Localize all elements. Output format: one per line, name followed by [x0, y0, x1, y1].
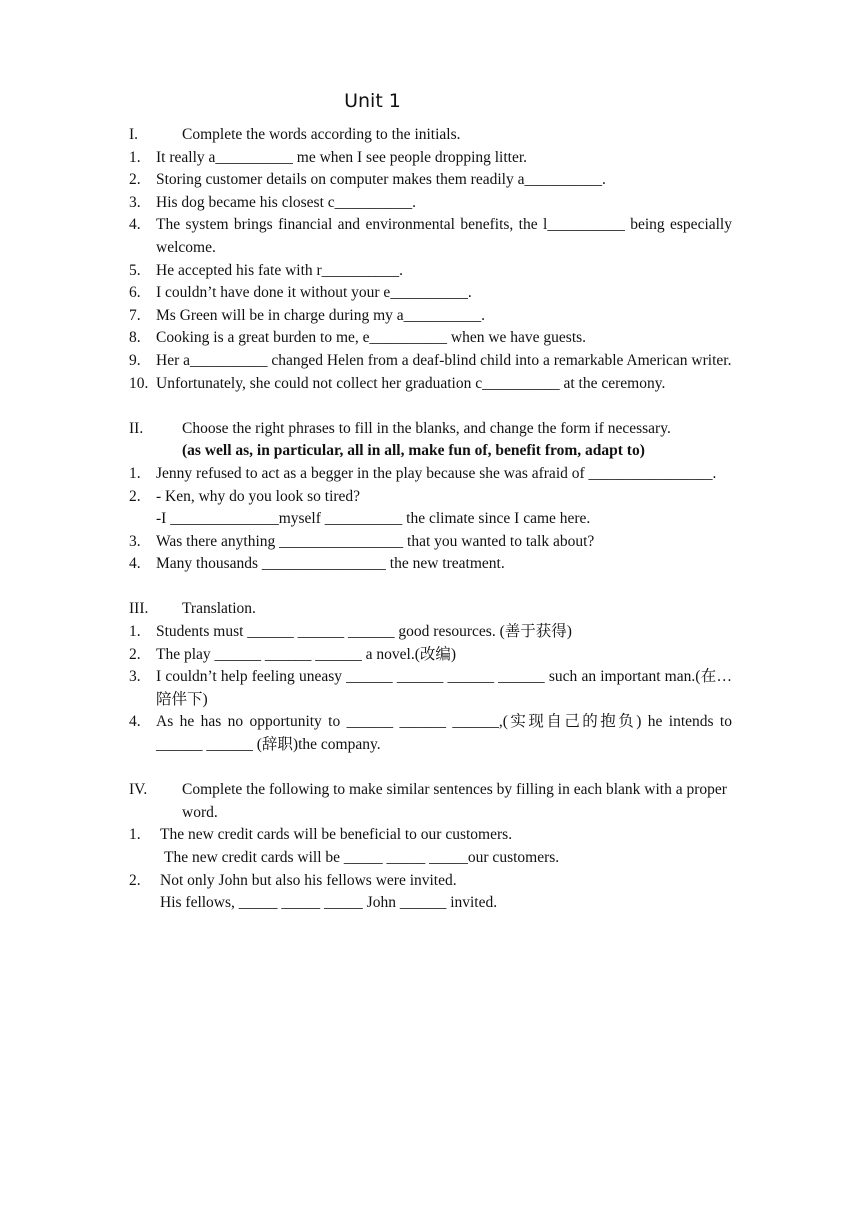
item-number: 7. — [129, 306, 141, 324]
phrase-bank — [129, 440, 732, 463]
phrase-bank-text: (as well as, in particular, all in all, make fun of, benefit from, adapt to) — [182, 442, 645, 460]
item-text: Was there anything ________________ that you wanted to talk about? — [156, 532, 595, 550]
list-item — [129, 373, 732, 396]
item-number: 10. — [129, 374, 149, 392]
list-item-rewrite: His fellows, _____ _____ _____ John ______ invited. — [160, 894, 498, 912]
spacer — [129, 395, 732, 418]
item-text: Students must ______ ______ ______ good resources. (善于获得) — [156, 623, 572, 641]
list-item — [129, 666, 732, 711]
section-number: IV. — [129, 781, 148, 799]
list-item — [129, 350, 732, 373]
item-number: 1. — [129, 464, 141, 482]
item-text: -I ______________myself __________ the climate since I came here. — [156, 510, 591, 528]
item-text: Unfortunately, she could not collect her graduation c__________ at the ceremony. — [156, 374, 666, 392]
list-item — [129, 463, 732, 486]
list-item — [129, 508, 732, 531]
item-number: 2. — [129, 171, 141, 189]
spacer — [129, 576, 732, 599]
section-instruction: Complete the words according to the initials. — [182, 126, 461, 143]
worksheet-content — [129, 124, 732, 915]
section-3-heading — [129, 598, 732, 621]
item-text: - Ken, why do you look so tired? — [156, 487, 361, 505]
section-instruction: Choose the right phrases to fill in the blanks, and change the form if necessary. — [182, 419, 671, 437]
list-item — [129, 192, 732, 215]
item-number: 1. — [129, 623, 141, 641]
section-4-heading — [129, 779, 732, 824]
item-text: I couldn’t have done it without your e__________. — [156, 284, 472, 302]
list-item — [129, 621, 732, 644]
item-text: As he has no opportunity to ______ ______ ______,(实现自己的抱负) he intends to ______ ______ (辞职)the company. — [156, 713, 732, 754]
item-number: 1. — [129, 826, 141, 844]
item-number: 3. — [129, 532, 141, 550]
list-item — [129, 553, 732, 576]
list-item — [129, 169, 732, 192]
item-text: Cooking is a great burden to me, e__________ when we have guests. — [156, 329, 587, 347]
item-number: 2. — [129, 871, 141, 889]
item-number: 3. — [129, 668, 141, 686]
item-text: He accepted his fate with r__________. — [156, 261, 404, 279]
item-text: Ms Green will be in charge during my a__________. — [156, 306, 486, 324]
list-item — [129, 327, 732, 350]
item-text: I couldn’t help feeling uneasy ______ ______ ______ ______ such an important man.(在…陪伴下) — [156, 668, 732, 708]
list-item-rewrite: The new credit cards will be _____ _____ _____our customers. — [164, 849, 560, 866]
item-number: 4. — [129, 216, 141, 234]
item-text: Many thousands ________________ the new treatment. — [156, 555, 505, 573]
list-item — [129, 531, 732, 554]
item-text: Her a__________ changed Helen from a deaf-blind child into a remarkable American writer. — [156, 351, 732, 369]
item-text: The system brings financial and environmental benefits, the l__________ being especially welcome. — [156, 216, 732, 256]
list-item — [129, 305, 732, 328]
section-instruction: Translation. — [182, 600, 256, 618]
item-text: The new credit cards will be beneficial to our customers. — [160, 826, 513, 844]
item-number: 2. — [129, 645, 141, 663]
item-text: The play ______ ______ ______ a novel.(改编) — [156, 645, 457, 663]
list-item — [129, 282, 732, 305]
section-number: II. — [129, 419, 144, 437]
item-text: Storing customer details on computer makes them readily a__________. — [156, 171, 606, 189]
section-number: III. — [129, 600, 149, 618]
item-number: 5. — [129, 261, 141, 279]
spacer — [129, 757, 732, 780]
list-item — [129, 644, 732, 667]
item-text: Not only John but also his fellows were invited. — [160, 871, 457, 889]
list-item — [129, 260, 732, 283]
item-number: 9. — [129, 351, 141, 369]
section-instruction: Complete the following to make similar sentences by filling in each blank with a proper word. — [182, 781, 727, 821]
section-2-heading — [129, 418, 732, 441]
item-text: Jenny refused to act as a begger in the play because she was afraid of ________________. — [156, 464, 717, 482]
list-item — [129, 870, 732, 893]
item-number: 3. — [129, 193, 141, 211]
item-number: 6. — [129, 284, 141, 302]
item-number: 1. — [129, 148, 141, 166]
list-item — [129, 214, 732, 259]
page-title: Unit 1 — [344, 90, 401, 112]
list-item — [129, 486, 732, 509]
list-item — [129, 711, 732, 756]
section-1-heading — [129, 124, 732, 147]
list-item — [129, 147, 732, 170]
section-number: I. — [129, 126, 139, 143]
item-number: 8. — [129, 329, 141, 347]
item-text: It really a__________ me when I see people dropping litter. — [156, 148, 528, 166]
item-number: 4. — [129, 555, 141, 573]
item-text: His dog became his closest c__________. — [156, 193, 417, 211]
item-number: 4. — [129, 713, 141, 731]
item-number: 2. — [129, 487, 141, 505]
list-item — [129, 824, 732, 847]
